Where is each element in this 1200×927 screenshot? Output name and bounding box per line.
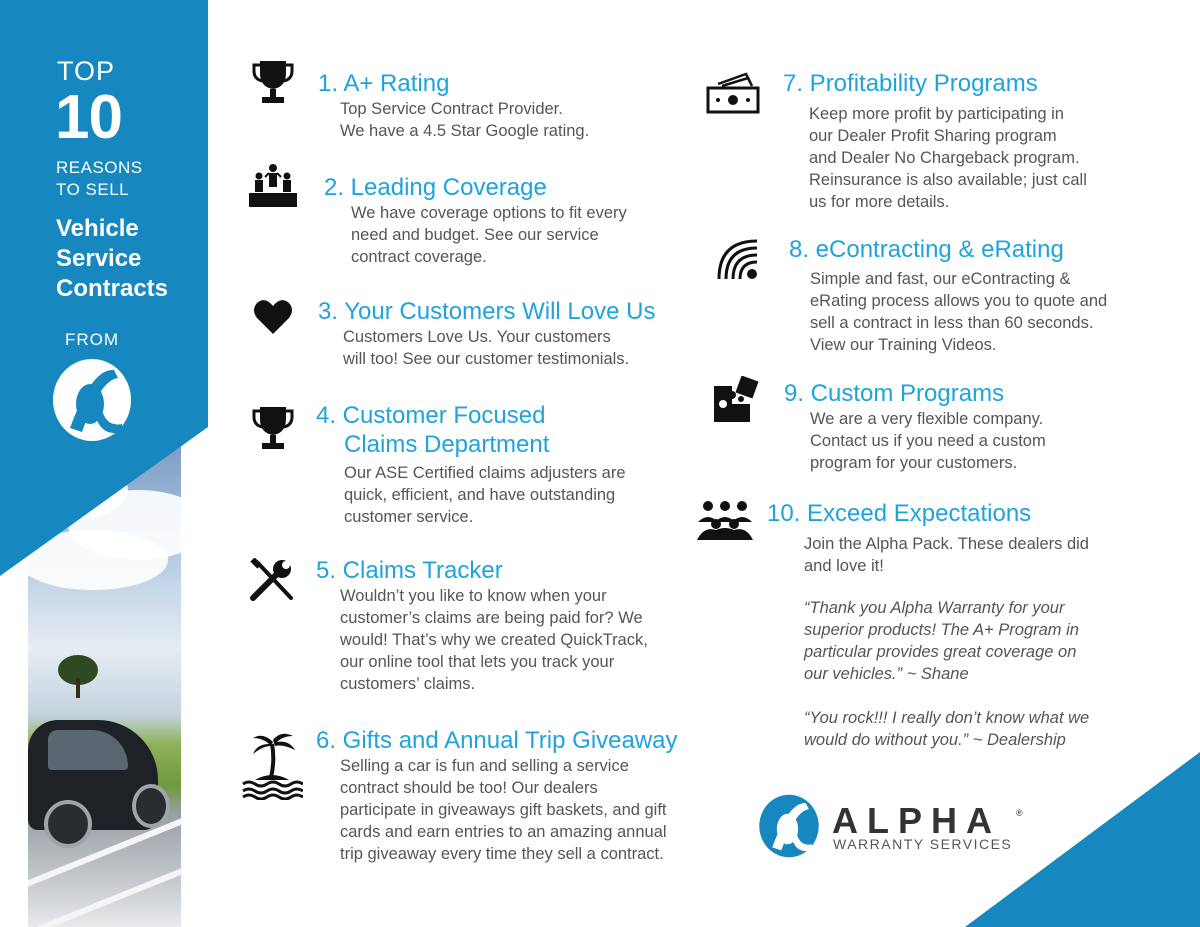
reason-title-cont: Claims Department [344, 431, 550, 458]
reasons-label: REASONS TO SELL [56, 158, 143, 199]
product-heading: Vehicle Service Contracts [56, 215, 169, 302]
testimonial: “Thank you Alpha Warranty for your [804, 599, 1065, 617]
alpha-brand-logo-icon [758, 794, 820, 858]
reason-2: 2. Leading Coverage We have coverage options to fit every need and budget. See our service contract coverage. [324, 174, 627, 266]
ten-number: 10 [55, 83, 122, 152]
alpha-logo-icon [52, 358, 132, 442]
reason-title: 10. Exceed Expectations [767, 500, 1032, 527]
podium-icon [249, 163, 297, 209]
trophy-icon [252, 59, 294, 105]
reason-title: 2. Leading Coverage [324, 174, 547, 201]
from-label: FROM [65, 330, 120, 349]
reason-5: 5. Claims Tracker Wouldn’t you like to know when your customer’s claims are being paid for? We would! That’s why we created QuickTrack, our online tool that lets you track your customers’ claims. [316, 557, 648, 693]
reason-title: 4. Customer Focused [316, 402, 546, 429]
reason-3: 3. Your Customers Will Love Us Customers Love Us. Your customers will too! See our customer testimonials. [318, 298, 656, 368]
trophy-icon [252, 405, 294, 451]
reason-4: 4. Customer Focused Claims Department Our ASE Certified claims adjusters are quick, efficient, and have outstanding customer service. [316, 402, 626, 526]
reason-6: 6. Gifts and Annual Trip Giveaway Selling a car is fun and selling a service contract should be too! Our dealers participate in giveaways gift baskets, and gift cards and earn entries to an amazing annual trip giveaway every time they sell a contract. [316, 727, 678, 863]
reason-10: 10. Exceed Expectations Join the Alpha Pack. These dealers did and love it! “Thank you Alpha Warranty for your superior products! The A+ Program in particular provides great coverage on our vehicles.” ~ Shane “You rock!!! I really don’t know what we would do without you.” ~ Dealership [767, 500, 1090, 749]
reason-8: 8. eContracting & eRating Simple and fast, our eContracting & eRating process allows you to quote and sell a contract in less than 60 seconds. View our Training Videos. [789, 236, 1108, 354]
reason-title: 7. Profitability Programs [783, 70, 1038, 97]
top-label: TOP [57, 56, 116, 86]
brand-subtitle: WARRANTY SERVICES [833, 836, 1013, 852]
wireless-icon [717, 239, 759, 281]
money-icon [706, 72, 760, 114]
reason-title: 6. Gifts and Annual Trip Giveaway [316, 727, 678, 754]
testimonial: “You rock!!! I really don’t know what we [804, 709, 1090, 727]
reason-title: 5. Claims Tracker [316, 557, 503, 584]
heart-icon [253, 298, 293, 336]
reason-9: 9. Custom Programs We are a very flexible company. Contact us if you need a custom program for your customers. [784, 380, 1046, 472]
reason-title: 1. A+ Rating [318, 70, 450, 97]
island-icon [241, 730, 303, 800]
reason-title: 9. Custom Programs [784, 380, 1005, 407]
brand-name: ALPHA [832, 800, 1001, 841]
group-icon [696, 500, 754, 542]
reason-1: 1. A+ Rating Top Service Contract Provider. We have a 4.5 Star Google rating. [318, 70, 590, 140]
registered-mark: ® [1016, 808, 1023, 818]
reason-title: 3. Your Customers Will Love Us [318, 298, 656, 325]
reason-7: 7. Profitability Programs Keep more profit by participating in our Dealer Profit Sharing program and Dealer No Chargeback program. Reinsurance is also available; just call us for more details. [783, 70, 1087, 211]
puzzle-icon [712, 376, 762, 424]
reason-title: 8. eContracting & eRating [789, 236, 1064, 263]
tools-icon [249, 558, 295, 604]
